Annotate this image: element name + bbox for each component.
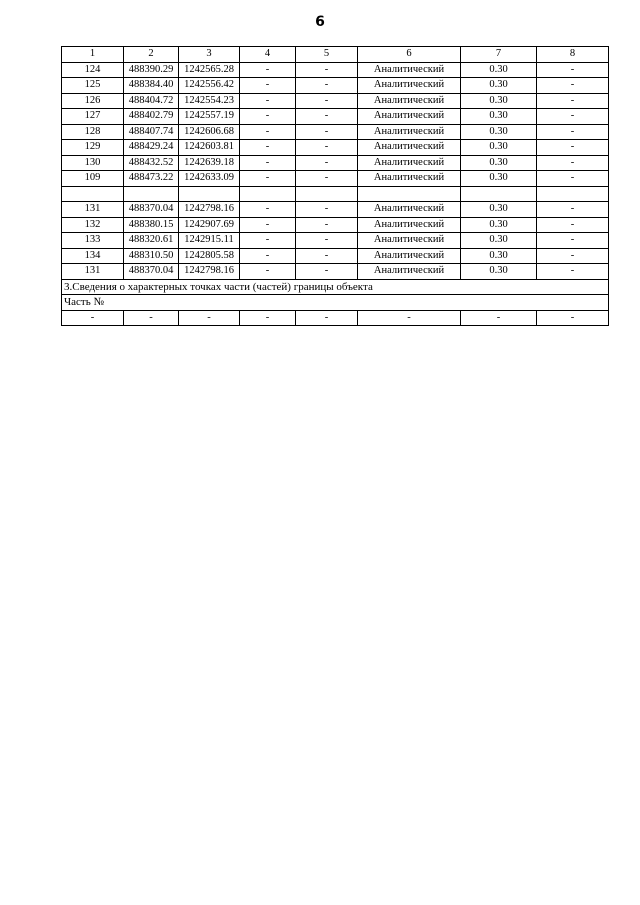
column-8-value-cell: - [537,171,609,187]
accuracy-cell: 0.30 [461,78,537,94]
column-8-value-cell: - [537,202,609,218]
coordinate-x-cell: 488320.61 [124,233,179,249]
characteristic-points-table [61,46,609,326]
point-number-cell: 128 [62,124,124,140]
accuracy-cell: 0.30 [461,93,537,109]
column-5-value-cell: - [296,217,358,233]
table-row [62,62,609,78]
column-5-value-cell: - [296,93,358,109]
method-cell: Аналитический [358,93,461,109]
accuracy-cell: 0.30 [461,264,537,280]
column-8-value-cell: - [537,93,609,109]
coordinate-x-cell: 488432.52 [124,155,179,171]
column-4-value-cell: - [240,78,296,94]
table-row [62,171,609,187]
column-4-value-cell: - [240,233,296,249]
column-4-value-cell: - [240,217,296,233]
coordinate-x-cell: 488473.22 [124,171,179,187]
column-5-value-cell [296,186,358,202]
column-5-value-cell: - [296,155,358,171]
table-row [62,109,609,125]
point-number-cell: 131 [62,264,124,280]
coordinate-y-cell: 1242557.19 [179,109,240,125]
table-row [62,140,609,156]
point-number-cell: 127 [62,109,124,125]
coordinate-x-cell: 488404.72 [124,93,179,109]
table-row [62,186,609,202]
accuracy-cell: 0.30 [461,202,537,218]
page-number: 6 [315,14,325,30]
point-number-cell: 124 [62,62,124,78]
column-header: 3 [179,47,240,63]
column-8-value-cell: - [537,155,609,171]
part-cell: - [240,310,296,326]
column-4-value-cell: - [240,248,296,264]
method-cell: Аналитический [358,248,461,264]
accuracy-cell: 0.30 [461,140,537,156]
accuracy-cell: 0.30 [461,171,537,187]
column-5-value-cell: - [296,248,358,264]
column-header: 1 [62,47,124,63]
column-8-value-cell: - [537,248,609,264]
coordinate-y-cell: 1242798.16 [179,202,240,218]
table-row [62,217,609,233]
column-5-value-cell: - [296,109,358,125]
accuracy-cell: 0.30 [461,233,537,249]
column-5-value-cell: - [296,62,358,78]
column-5-value-cell: - [296,78,358,94]
column-4-value-cell: - [240,171,296,187]
coordinate-y-cell: 1242805.58 [179,248,240,264]
point-number-cell [62,186,124,202]
column-header: 2 [124,47,179,63]
column-8-value-cell: - [537,140,609,156]
coordinate-y-cell: 1242798.16 [179,264,240,280]
method-cell: Аналитический [358,109,461,125]
point-number-cell: 109 [62,171,124,187]
point-number-cell: 134 [62,248,124,264]
header-row [62,47,609,63]
part-cell: - [124,310,179,326]
point-number-cell: 126 [62,93,124,109]
part-cell: - [179,310,240,326]
column-5-value-cell: - [296,140,358,156]
coordinate-y-cell: 1242606.68 [179,124,240,140]
method-cell: Аналитический [358,124,461,140]
accuracy-cell: 0.30 [461,109,537,125]
coordinate-y-cell [179,186,240,202]
column-header: 4 [240,47,296,63]
part-cell: - [62,310,124,326]
column-8-value-cell: - [537,233,609,249]
coordinate-x-cell [124,186,179,202]
part-label: Часть № [62,295,609,311]
column-4-value-cell: - [240,264,296,280]
column-header: 6 [358,47,461,63]
table-row [62,248,609,264]
part-cell: - [358,310,461,326]
point-number-cell: 132 [62,217,124,233]
method-cell [358,186,461,202]
table-row [62,233,609,249]
column-4-value-cell: - [240,155,296,171]
coordinate-y-cell: 1242556.42 [179,78,240,94]
coordinate-x-cell: 488402.79 [124,109,179,125]
part-label-row [62,295,609,311]
method-cell: Аналитический [358,62,461,78]
column-8-value-cell: - [537,264,609,280]
coordinate-y-cell: 1242603.81 [179,140,240,156]
method-cell: Аналитический [358,140,461,156]
column-header: 7 [461,47,537,63]
part-cell: - [296,310,358,326]
coordinate-x-cell: 488407.74 [124,124,179,140]
column-4-value-cell: - [240,93,296,109]
column-8-value-cell: - [537,217,609,233]
point-number-cell: 130 [62,155,124,171]
accuracy-cell: 0.30 [461,62,537,78]
table-row [62,78,609,94]
method-cell: Аналитический [358,171,461,187]
coordinate-y-cell: 1242565.28 [179,62,240,78]
column-5-value-cell: - [296,233,358,249]
column-5-value-cell: - [296,124,358,140]
method-cell: Аналитический [358,264,461,280]
coordinate-y-cell: 1242639.18 [179,155,240,171]
column-8-value-cell [537,186,609,202]
accuracy-cell: 0.30 [461,155,537,171]
coordinate-x-cell: 488310.50 [124,248,179,264]
column-8-value-cell: - [537,62,609,78]
part-cell: - [461,310,537,326]
column-4-value-cell: - [240,62,296,78]
coordinate-y-cell: 1242554.23 [179,93,240,109]
point-number-cell: 131 [62,202,124,218]
coordinate-x-cell: 488429.24 [124,140,179,156]
coordinate-y-cell: 1242907.69 [179,217,240,233]
table-row [62,264,609,280]
column-5-value-cell: - [296,171,358,187]
point-number-cell: 129 [62,140,124,156]
method-cell: Аналитический [358,78,461,94]
column-4-value-cell: - [240,202,296,218]
column-8-value-cell: - [537,124,609,140]
column-header: 8 [537,47,609,63]
column-4-value-cell: - [240,124,296,140]
part-data-row [62,310,609,326]
column-4-value-cell [240,186,296,202]
accuracy-cell: 0.30 [461,124,537,140]
accuracy-cell: 0.30 [461,248,537,264]
table-row [62,124,609,140]
table-row [62,155,609,171]
column-header: 5 [296,47,358,63]
table-row [62,93,609,109]
method-cell: Аналитический [358,217,461,233]
accuracy-cell [461,186,537,202]
table-row [62,202,609,218]
accuracy-cell: 0.30 [461,217,537,233]
coordinate-x-cell: 488384.40 [124,78,179,94]
method-cell: Аналитический [358,233,461,249]
column-5-value-cell: - [296,202,358,218]
column-8-value-cell: - [537,78,609,94]
method-cell: Аналитический [358,155,461,171]
section-row [62,279,609,295]
column-4-value-cell: - [240,140,296,156]
section-title: 3.Сведения о характерных точках части (частей) границы объекта [62,279,609,295]
point-number-cell: 125 [62,78,124,94]
coordinate-y-cell: 1242915.11 [179,233,240,249]
point-number-cell: 133 [62,233,124,249]
coordinate-x-cell: 488370.04 [124,264,179,280]
column-5-value-cell: - [296,264,358,280]
method-cell: Аналитический [358,202,461,218]
coordinate-x-cell: 488380.15 [124,217,179,233]
column-8-value-cell: - [537,109,609,125]
coordinate-y-cell: 1242633.09 [179,171,240,187]
coordinate-x-cell: 488390.29 [124,62,179,78]
coordinate-x-cell: 488370.04 [124,202,179,218]
part-cell: - [537,310,609,326]
column-4-value-cell: - [240,109,296,125]
